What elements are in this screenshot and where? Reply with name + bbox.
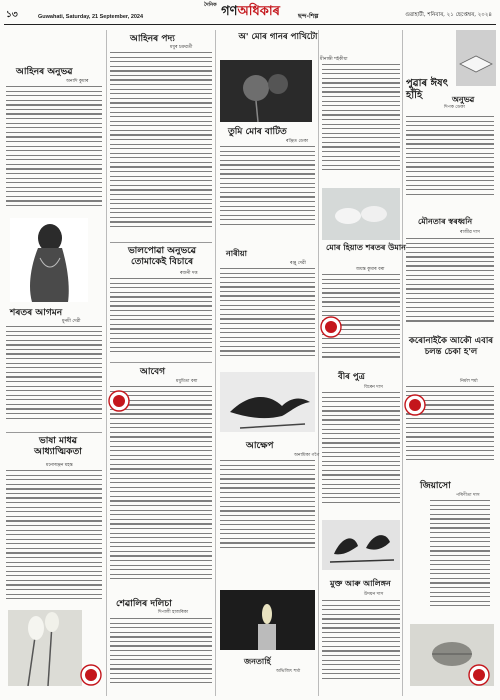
article-author: উদয়ন দাস bbox=[364, 592, 384, 597]
candle-photo bbox=[220, 590, 315, 650]
article-body bbox=[430, 500, 490, 620]
article-body bbox=[322, 64, 400, 182]
article-title: ভালপোৱা অনুভৱে তোমাকেই বিচাৰে bbox=[127, 246, 197, 267]
section-name: ছন্দ-শিল্প bbox=[298, 13, 319, 20]
article-author: ৰজনী দত্ত bbox=[180, 271, 198, 276]
article-body bbox=[220, 268, 315, 368]
column-rule bbox=[215, 30, 216, 696]
poem-badge-icon bbox=[80, 664, 102, 686]
poem-badge-icon bbox=[108, 390, 130, 412]
article-title: জনতাৰ্হি bbox=[244, 656, 271, 666]
article-author: দিপক ডেকা bbox=[444, 105, 465, 110]
masthead bbox=[204, 2, 280, 23]
article-title: অনুভৱ bbox=[452, 94, 475, 104]
column-rule bbox=[318, 30, 319, 696]
article-title: শৰতৰ আগমন bbox=[10, 308, 63, 318]
article-body bbox=[110, 278, 212, 360]
divider bbox=[110, 242, 212, 243]
article-body bbox=[406, 116, 494, 206]
poem-badge-icon bbox=[404, 394, 426, 416]
woman-illustration bbox=[10, 218, 88, 302]
bird-photo bbox=[220, 372, 315, 432]
article-title: আহিনৰ পদ্য bbox=[130, 34, 175, 44]
article-body bbox=[220, 460, 315, 560]
article-author: মুনমী দেৱী bbox=[62, 319, 81, 324]
article-author: জয়ন্ত কুমাৰ বৰা bbox=[356, 267, 385, 272]
poem-badge-icon bbox=[468, 664, 490, 686]
article-body bbox=[322, 392, 400, 516]
assamese-date: গুৱাহাটী, শনিবাৰ, ২১ ছেপ্তেম্বৰ, ২০২৪ bbox=[405, 12, 492, 18]
masthead-part2: অধিকাৰ bbox=[237, 4, 280, 19]
article-author: মনোৰঞ্জন মহন্ত bbox=[46, 463, 73, 468]
article-title: তুমি মোৰ বাটিত bbox=[228, 127, 287, 137]
page-number: ১৩ bbox=[6, 10, 18, 20]
article-author: পৰিণীতা দাস bbox=[456, 493, 480, 498]
article-body bbox=[220, 146, 315, 236]
divider bbox=[110, 362, 212, 363]
article-body bbox=[110, 386, 212, 594]
article-author: অনামিকা গগৈ bbox=[294, 453, 320, 458]
article-title: মৌনতাৰ স্বৰধ্বনি bbox=[418, 216, 473, 226]
article-title: বীৰ পুত্ৰ bbox=[338, 372, 365, 382]
article-body bbox=[110, 618, 212, 692]
article-author: দিপালী হাজৰিকা bbox=[158, 610, 189, 615]
rose-photo bbox=[220, 60, 312, 122]
article-title: জিয়াসো bbox=[420, 481, 451, 491]
article-author: ৰাজীৱ দাস bbox=[460, 230, 480, 235]
article-title: মুক্ত আৰু আলিঙ্গন bbox=[330, 578, 391, 588]
article-body bbox=[6, 326, 102, 428]
flower-photo bbox=[8, 610, 82, 686]
article-title: ভাষা মাধৱ আধ্যাত্মিকতা bbox=[34, 436, 82, 457]
article-title: আবেগ bbox=[140, 367, 166, 377]
article-title: অ' মোৰ গানৰ পাখিটো bbox=[238, 32, 318, 42]
article-body bbox=[6, 86, 102, 216]
book-photo bbox=[456, 30, 496, 86]
sparrows-photo bbox=[322, 520, 400, 570]
article-title: মোৰ হিয়াত শৰতৰ উমান bbox=[326, 242, 406, 252]
article-author: মধুমিতা বৰা bbox=[176, 379, 198, 384]
english-date: Guwahati, Saturday, 21 September, 2024 bbox=[38, 14, 144, 20]
article-body bbox=[406, 238, 494, 334]
article-body bbox=[322, 600, 400, 690]
article-author: ৰঞ্জিত ডেকা bbox=[286, 139, 309, 144]
doves-photo bbox=[322, 188, 400, 240]
article-author: ৰঞ্জু দেৱী bbox=[290, 261, 306, 266]
article-title: আহিনৰ অনুভৱ bbox=[16, 67, 73, 77]
article-title: শেৱালিৰ দলিচা bbox=[116, 599, 172, 609]
column-rule bbox=[402, 30, 403, 696]
article-title: কৰোনাইকৈ আকৌ এবাৰ চলন্ত চেকা হ'ল bbox=[408, 336, 494, 357]
article-author: মীনাক্ষী শইকীয়া bbox=[320, 57, 348, 62]
article-title: পুৱাৰ ঈষৎ হাঁহি bbox=[406, 78, 449, 101]
column-rule bbox=[106, 30, 107, 696]
masthead-part1: গণ bbox=[221, 4, 238, 19]
poem-badge-icon bbox=[320, 316, 342, 338]
article-body bbox=[6, 470, 102, 608]
article-title: আক্ষেপ bbox=[246, 441, 274, 451]
article-author: বিৰেন দাস bbox=[364, 385, 383, 390]
article-title: নাৰীয়া bbox=[226, 248, 247, 258]
article-author: নিৰ্মল শৰ্মা bbox=[460, 379, 478, 384]
divider bbox=[6, 432, 102, 433]
article-author: অনাদি কুমাৰ bbox=[66, 79, 89, 84]
article-author: মধুৰ চক্ৰৱৰ্তী bbox=[170, 45, 193, 50]
article-body bbox=[110, 52, 212, 238]
article-author: অভিজিৎ শৰ্মা bbox=[276, 669, 301, 674]
page-header bbox=[4, 2, 496, 25]
masthead-prefix: দৈনিক bbox=[204, 2, 217, 8]
